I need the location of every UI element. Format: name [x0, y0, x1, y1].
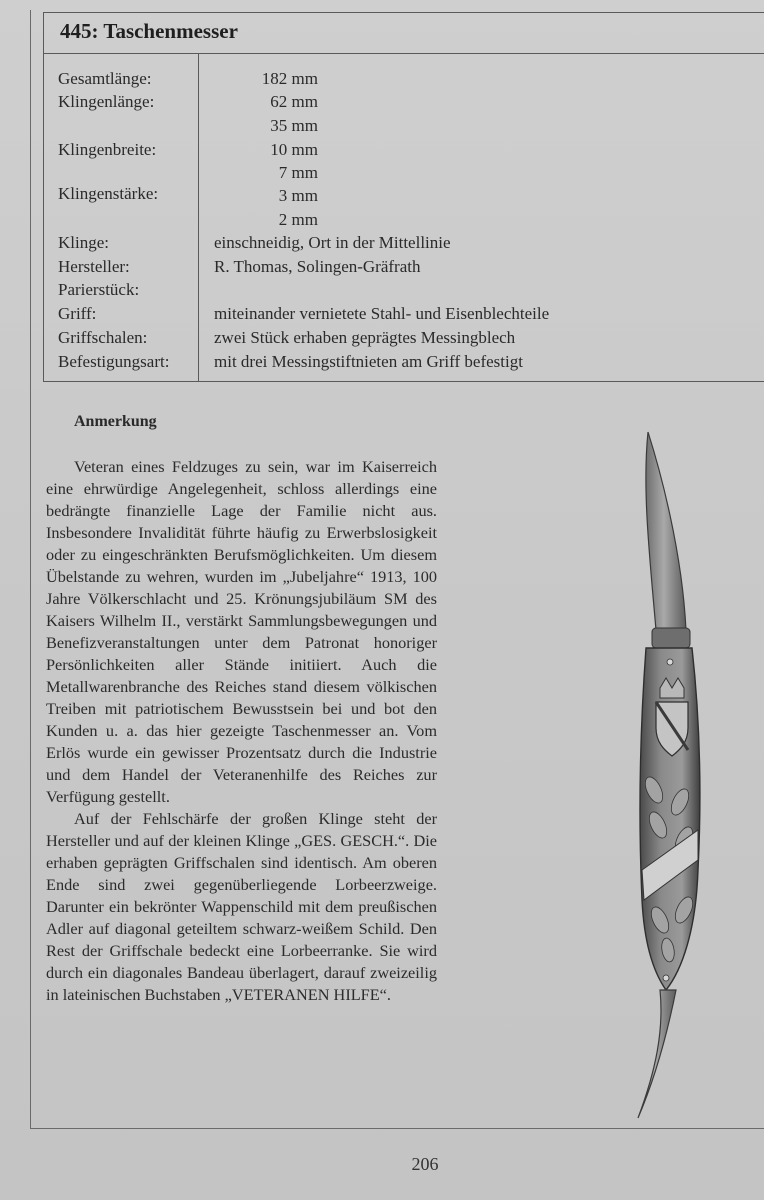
spec-label-griff: Griff: — [58, 304, 97, 323]
note-body — [46, 456, 437, 1006]
spec-label-parierstueck: Parierstück: — [58, 280, 140, 299]
spec-value-klingenstaerke-2: 2 mm — [278, 210, 318, 229]
spec-value-hersteller: R. Thomas, Solingen-Gräfrath — [214, 257, 421, 276]
spec-value-gesamtlaenge: 182 mm — [261, 69, 318, 88]
note-paragraph-1: Veteran eines Feldzuges zu sein, war im Kaiserreich eine ehrwürdige Angelegenheit, schloss allerdings eine bedrängte finanzielle Lage der Familie nicht aus. Insbesondere Invalidität führte häufig zu Erwerbslosigkeit oder zu eingeschränkten Berufsmöglichkeiten. Um diesem Übelstande zu wehren, wurden im „Jubeljahre“ 1913, 100 Jahre Völkerschlacht und 25. Krönungsjubiläum SM des Kaisers Wilhelm II., verstärkt Sammlungsbewegungen und Benefizveranstaltungen unter dem Patronat honoriger Persönlichkeiten aller Stände initiiert. Auch die Metallwarenbranche des Reiches stand diesem völkischen Treiben mit patriotischem Bewusstsein bei und bot den Kunden u. a. das hier gezeigte Taschenmesser an. Vom Erlös wurde ein gewisser Prozentsatz durch die Industrie und dem Handel der Veteranenhilfe des Reiches zur Verfügung gestellt. — [46, 457, 437, 806]
spec-label-hersteller: Hersteller: — [58, 257, 130, 276]
spec-value-klingenlaenge-2: 35 mm — [270, 116, 318, 135]
title-box — [43, 12, 764, 54]
spec-value-befestigungsart: mit drei Messingstiftnieten am Griff befestigt — [214, 352, 523, 371]
note-paragraph-2: Auf der Fehlschärfe der großen Klinge steht der Hersteller und auf der kleinen Klinge „GES. GESCH.“. Die erhaben geprägten Griffschalen sind identisch. Am oberen Ende sind zwei gegenüberliegende Lorbeerzweige. Darunter ein bekrönter Wappenschild mit dem preußischen Adler auf diagonal geteiltem schwarz-weißem Schild. Den Rest der Griffschale bedeckt eine Lorbeerranke. Sie wird durch ein diagonales Bandeau überlagert, darauf zweizeilig in lateinischen Buchstaben „VETERANEN HILFE“. — [46, 809, 437, 1004]
spec-value-griff: miteinander vernietete Stahl- und Eisenblechteile — [214, 304, 550, 323]
note-heading: Anmerkung — [74, 413, 157, 430]
spec-label-klingenlaenge: Klingenlänge: — [58, 92, 155, 111]
spec-label-befestigungsart: Befestigungsart: — [58, 352, 170, 371]
spec-label-klinge: Klinge: — [58, 233, 109, 252]
spec-value-klingenlaenge-1: 62 mm — [270, 92, 318, 111]
spec-label-griffschalen: Griffschalen: — [58, 328, 148, 347]
page-number: 206 — [411, 1154, 439, 1174]
spec-label-klingenbreite: Klingenbreite: — [58, 140, 157, 159]
spec-label-klingenstaerke: Klingenstärke: — [58, 184, 159, 203]
spec-value-klingenstaerke-1: 3 mm — [278, 186, 318, 205]
spec-value-klingenbreite-1: 10 mm — [270, 140, 318, 159]
pocket-knife-image — [620, 430, 720, 1120]
spec-column-divider — [198, 53, 199, 381]
spec-value-klingenbreite-2: 7 mm — [278, 163, 318, 182]
spec-value-klinge: einschneidig, Ort in der Mittellinie — [214, 233, 451, 252]
spec-value-griffschalen: zwei Stück erhaben geprägtes Messingblech — [214, 328, 516, 347]
spec-label-gesamtlaenge: Gesamtlänge: — [58, 69, 152, 88]
entry-title: 445: Taschenmesser — [60, 19, 238, 43]
